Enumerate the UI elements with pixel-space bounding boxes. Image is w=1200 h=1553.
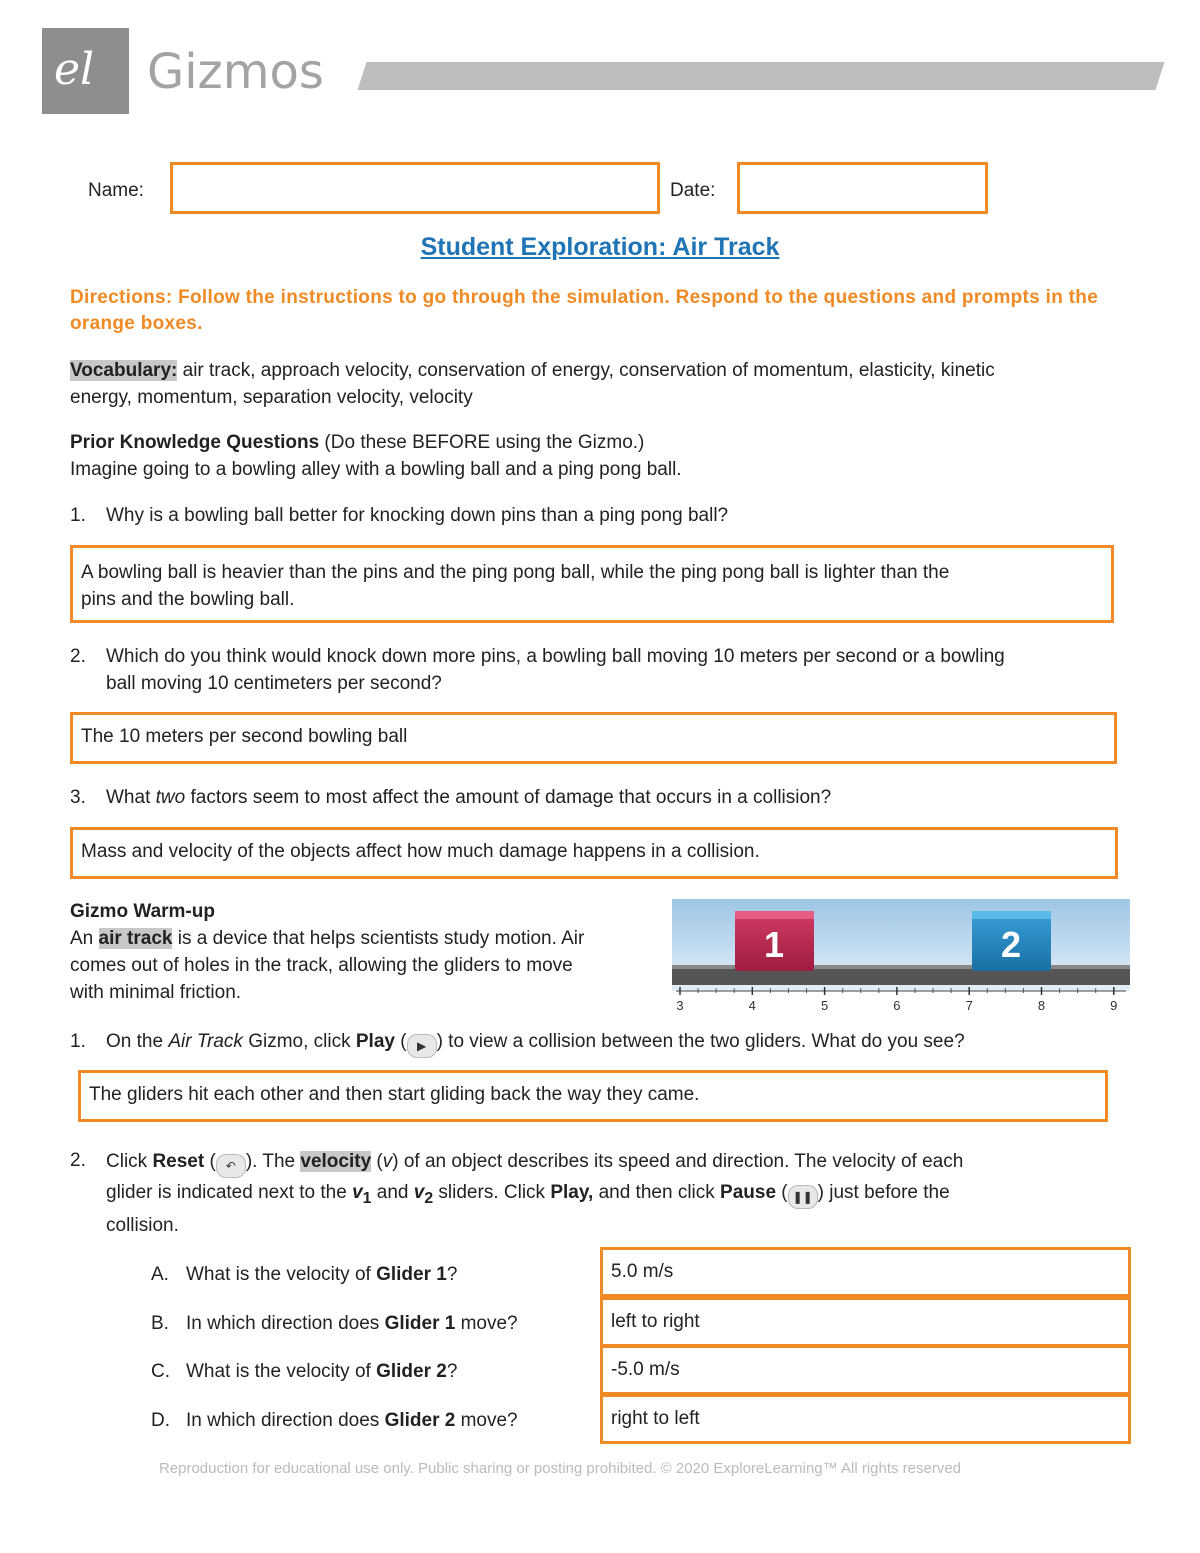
wq1-mid: Gizmo, click — [242, 1031, 356, 1052]
answer-d: right to left — [611, 1408, 700, 1429]
sub-question-letter: A. — [151, 1264, 169, 1285]
v2-subscript: 2 — [424, 1189, 434, 1207]
q3-post: factors seem to most affect the amount of damage that occurs in a collision? — [185, 787, 832, 808]
date-field[interactable] — [737, 162, 988, 214]
answer-cell-b[interactable] — [600, 1297, 1131, 1347]
header-bar — [357, 62, 1164, 90]
warmup-line2: comes out of holes in the track, allowing the gliders to move — [70, 955, 573, 976]
v1-symbol: v — [352, 1182, 363, 1203]
warmup-line3: with minimal friction. — [70, 982, 242, 1003]
q3-emphasis: two — [155, 787, 186, 808]
answer-box-q1[interactable] — [70, 545, 1114, 623]
sub-c-glider: Glider 2 — [376, 1361, 447, 1382]
warmup-heading: Gizmo Warm-up — [70, 901, 215, 922]
sub-a-pre: What is the velocity of — [186, 1264, 377, 1285]
question-2-text — [106, 643, 1146, 697]
question-number: 2. — [70, 646, 86, 667]
axis-tick-label: 6 — [893, 998, 901, 1013]
answer-warmup-q1: The gliders hit each other and then start gliding back the way they came. — [89, 1084, 700, 1105]
sub-b-glider: Glider 1 — [384, 1313, 456, 1334]
answer-cell-a[interactable] — [600, 1247, 1131, 1297]
wq2-v-symbol: v — [382, 1151, 393, 1172]
sub-question-letter: D. — [151, 1410, 170, 1431]
v2-symbol: v — [413, 1182, 425, 1203]
question-2-line2: ball moving 10 centimeters per second? — [106, 673, 442, 694]
glider-2-label: 2 — [1000, 924, 1022, 965]
name-field[interactable] — [170, 162, 660, 214]
sub-d-glider: Glider 2 — [384, 1410, 456, 1431]
answer-box-q2[interactable] — [70, 712, 1117, 764]
warmup-intro-post: is a device that helps scientists study motion. Air — [172, 928, 585, 949]
vocabulary-terms-2: energy, momentum, separation velocity, velocity — [70, 387, 473, 408]
v1-subscript: 1 — [362, 1189, 372, 1207]
sub-a-glider: Glider 1 — [376, 1264, 447, 1285]
gizmos-wordmark: Gizmos — [147, 44, 324, 100]
sub-d-post: move? — [455, 1410, 518, 1431]
question-number: 1. — [70, 505, 86, 526]
question-number: 2. — [70, 1150, 86, 1171]
wq1-pre: On the — [106, 1031, 169, 1052]
question-1-text: Why is a bowling ball better for knocking down pins than a ping pong ball? — [106, 505, 729, 526]
sub-question-letter: B. — [151, 1313, 169, 1334]
answer-q3: Mass and velocity of the objects affect how much damage happens in a collision. — [81, 841, 760, 862]
wq2-and: and — [371, 1182, 414, 1203]
prior-intro: Imagine going to a bowling alley with a bowling ball and a ping pong ball. — [70, 459, 682, 480]
wq2-paren: ( — [204, 1151, 216, 1172]
name-label: Name: — [88, 180, 144, 201]
prior-heading: Prior Knowledge Questions — [70, 432, 320, 453]
sub-a-post: ? — [446, 1264, 458, 1285]
glider-1-label: 1 — [763, 924, 785, 965]
glider-2 — [972, 911, 1051, 971]
wq2-after-reset: ). The — [245, 1151, 301, 1172]
wq1-emphasis: Air Track — [168, 1031, 243, 1052]
axis-tick-label: 8 — [1037, 998, 1046, 1013]
directions-text: Directions: Follow the instructions to go through the simulation. Respond to the questions and prompts in the orange boxes. — [70, 287, 1099, 334]
axis-tick-label: 9 — [1110, 998, 1118, 1013]
sub-c-post: ? — [446, 1361, 458, 1382]
answer-cell-d[interactable] — [600, 1394, 1131, 1444]
sub-b-post: move? — [455, 1313, 518, 1334]
pause-icon: ❚❚ — [788, 1185, 818, 1209]
play-icon: ▶ — [407, 1034, 437, 1058]
wq2-pause-paren: ( — [776, 1182, 788, 1203]
logo-mark-text: el — [54, 44, 95, 95]
air-track-figure — [672, 899, 1130, 1017]
axis-tick-label: 7 — [965, 998, 973, 1013]
sub-b-pre: In which direction does — [186, 1313, 385, 1334]
q3-pre: What — [106, 787, 156, 808]
vocabulary-label: Vocabulary: — [70, 360, 178, 381]
prior-knowledge-block — [70, 429, 1140, 483]
answer-b: left to right — [611, 1311, 700, 1332]
wq2-line2-d: ) just before the — [817, 1182, 950, 1203]
vocabulary-block — [70, 357, 1140, 411]
question-number: 1. — [70, 1031, 86, 1052]
warmup-question-1 — [106, 1028, 1146, 1058]
wq2-reset-label: Reset — [152, 1151, 205, 1172]
axis-tick-label: 3 — [676, 998, 684, 1013]
answer-box-q3[interactable] — [70, 827, 1118, 879]
wq2-line2-c: and then click — [593, 1182, 721, 1203]
wq1-paren: ( — [394, 1031, 407, 1052]
answer-q1-line1: A bowling ball is heavier than the pins and the ping pong ball, while the ping pong ball is lighter than the — [81, 562, 950, 583]
answer-cell-c[interactable] — [600, 1345, 1131, 1395]
sub-question-b — [186, 1310, 518, 1337]
warmup-question-2 — [106, 1147, 1126, 1238]
sub-c-pre: What is the velocity of — [186, 1361, 377, 1382]
prior-note: (Do these BEFORE using the Gizmo.) — [319, 432, 645, 453]
glider-1 — [735, 911, 814, 971]
sub-question-a — [186, 1261, 457, 1288]
sub-d-pre: In which direction does — [186, 1410, 385, 1431]
wq2-line2-b: sliders. Click — [433, 1182, 551, 1203]
question-3-text — [106, 784, 831, 811]
gizmos-logo-mark — [42, 28, 129, 114]
answer-c: -5.0 m/s — [611, 1359, 680, 1380]
wq2-v-open: ( — [371, 1151, 383, 1172]
question-2-line1: Which do you think would knock down more pins, a bowling ball moving 10 meters per second or a bowling — [106, 646, 1005, 667]
air-track-term: air track — [98, 928, 173, 949]
page-title: Student Exploration: Air Track — [420, 233, 780, 261]
wq2-line3: collision. — [106, 1214, 179, 1236]
sub-question-d — [186, 1407, 518, 1434]
sub-question-c — [186, 1358, 457, 1385]
answer-q1-line2: pins and the bowling ball. — [81, 589, 295, 610]
vocabulary-terms-1: air track, approach velocity, conservation of energy, conservation of momentum, elasticity, kinetic — [177, 360, 995, 381]
wq2-line2-a: glider is indicated next to the — [106, 1182, 353, 1203]
answer-q2: The 10 meters per second bowling ball — [81, 726, 408, 747]
wq1-post: ) to view a collision between the two gliders. What do you see? — [436, 1031, 965, 1052]
wq1-play-label: Play — [355, 1031, 395, 1052]
wq2-pause-label: Pause — [720, 1182, 777, 1203]
wq2-click: Click — [106, 1151, 153, 1172]
answer-box-warmup-q1[interactable] — [78, 1070, 1108, 1122]
reset-icon: ↶ — [216, 1154, 246, 1178]
question-number: 3. — [70, 787, 86, 808]
warmup-intro-pre: An — [70, 928, 99, 949]
date-label: Date: — [670, 180, 716, 201]
warmup-block — [70, 898, 670, 1006]
axis-tick-label: 4 — [748, 998, 756, 1013]
wq2-play-label: Play, — [550, 1182, 594, 1203]
wq2-v-close: ) of an object describes its speed and direction. The velocity of each — [392, 1151, 964, 1172]
answer-a: 5.0 m/s — [611, 1261, 674, 1282]
axis-tick-label: 5 — [820, 998, 829, 1013]
sub-question-letter: C. — [151, 1361, 170, 1382]
footer-copyright: Reproduction for educational use only. Public sharing or posting prohibited. © 2020 ExploreLearning™ All rights reserved — [158, 1460, 962, 1477]
velocity-term: velocity — [300, 1151, 372, 1172]
